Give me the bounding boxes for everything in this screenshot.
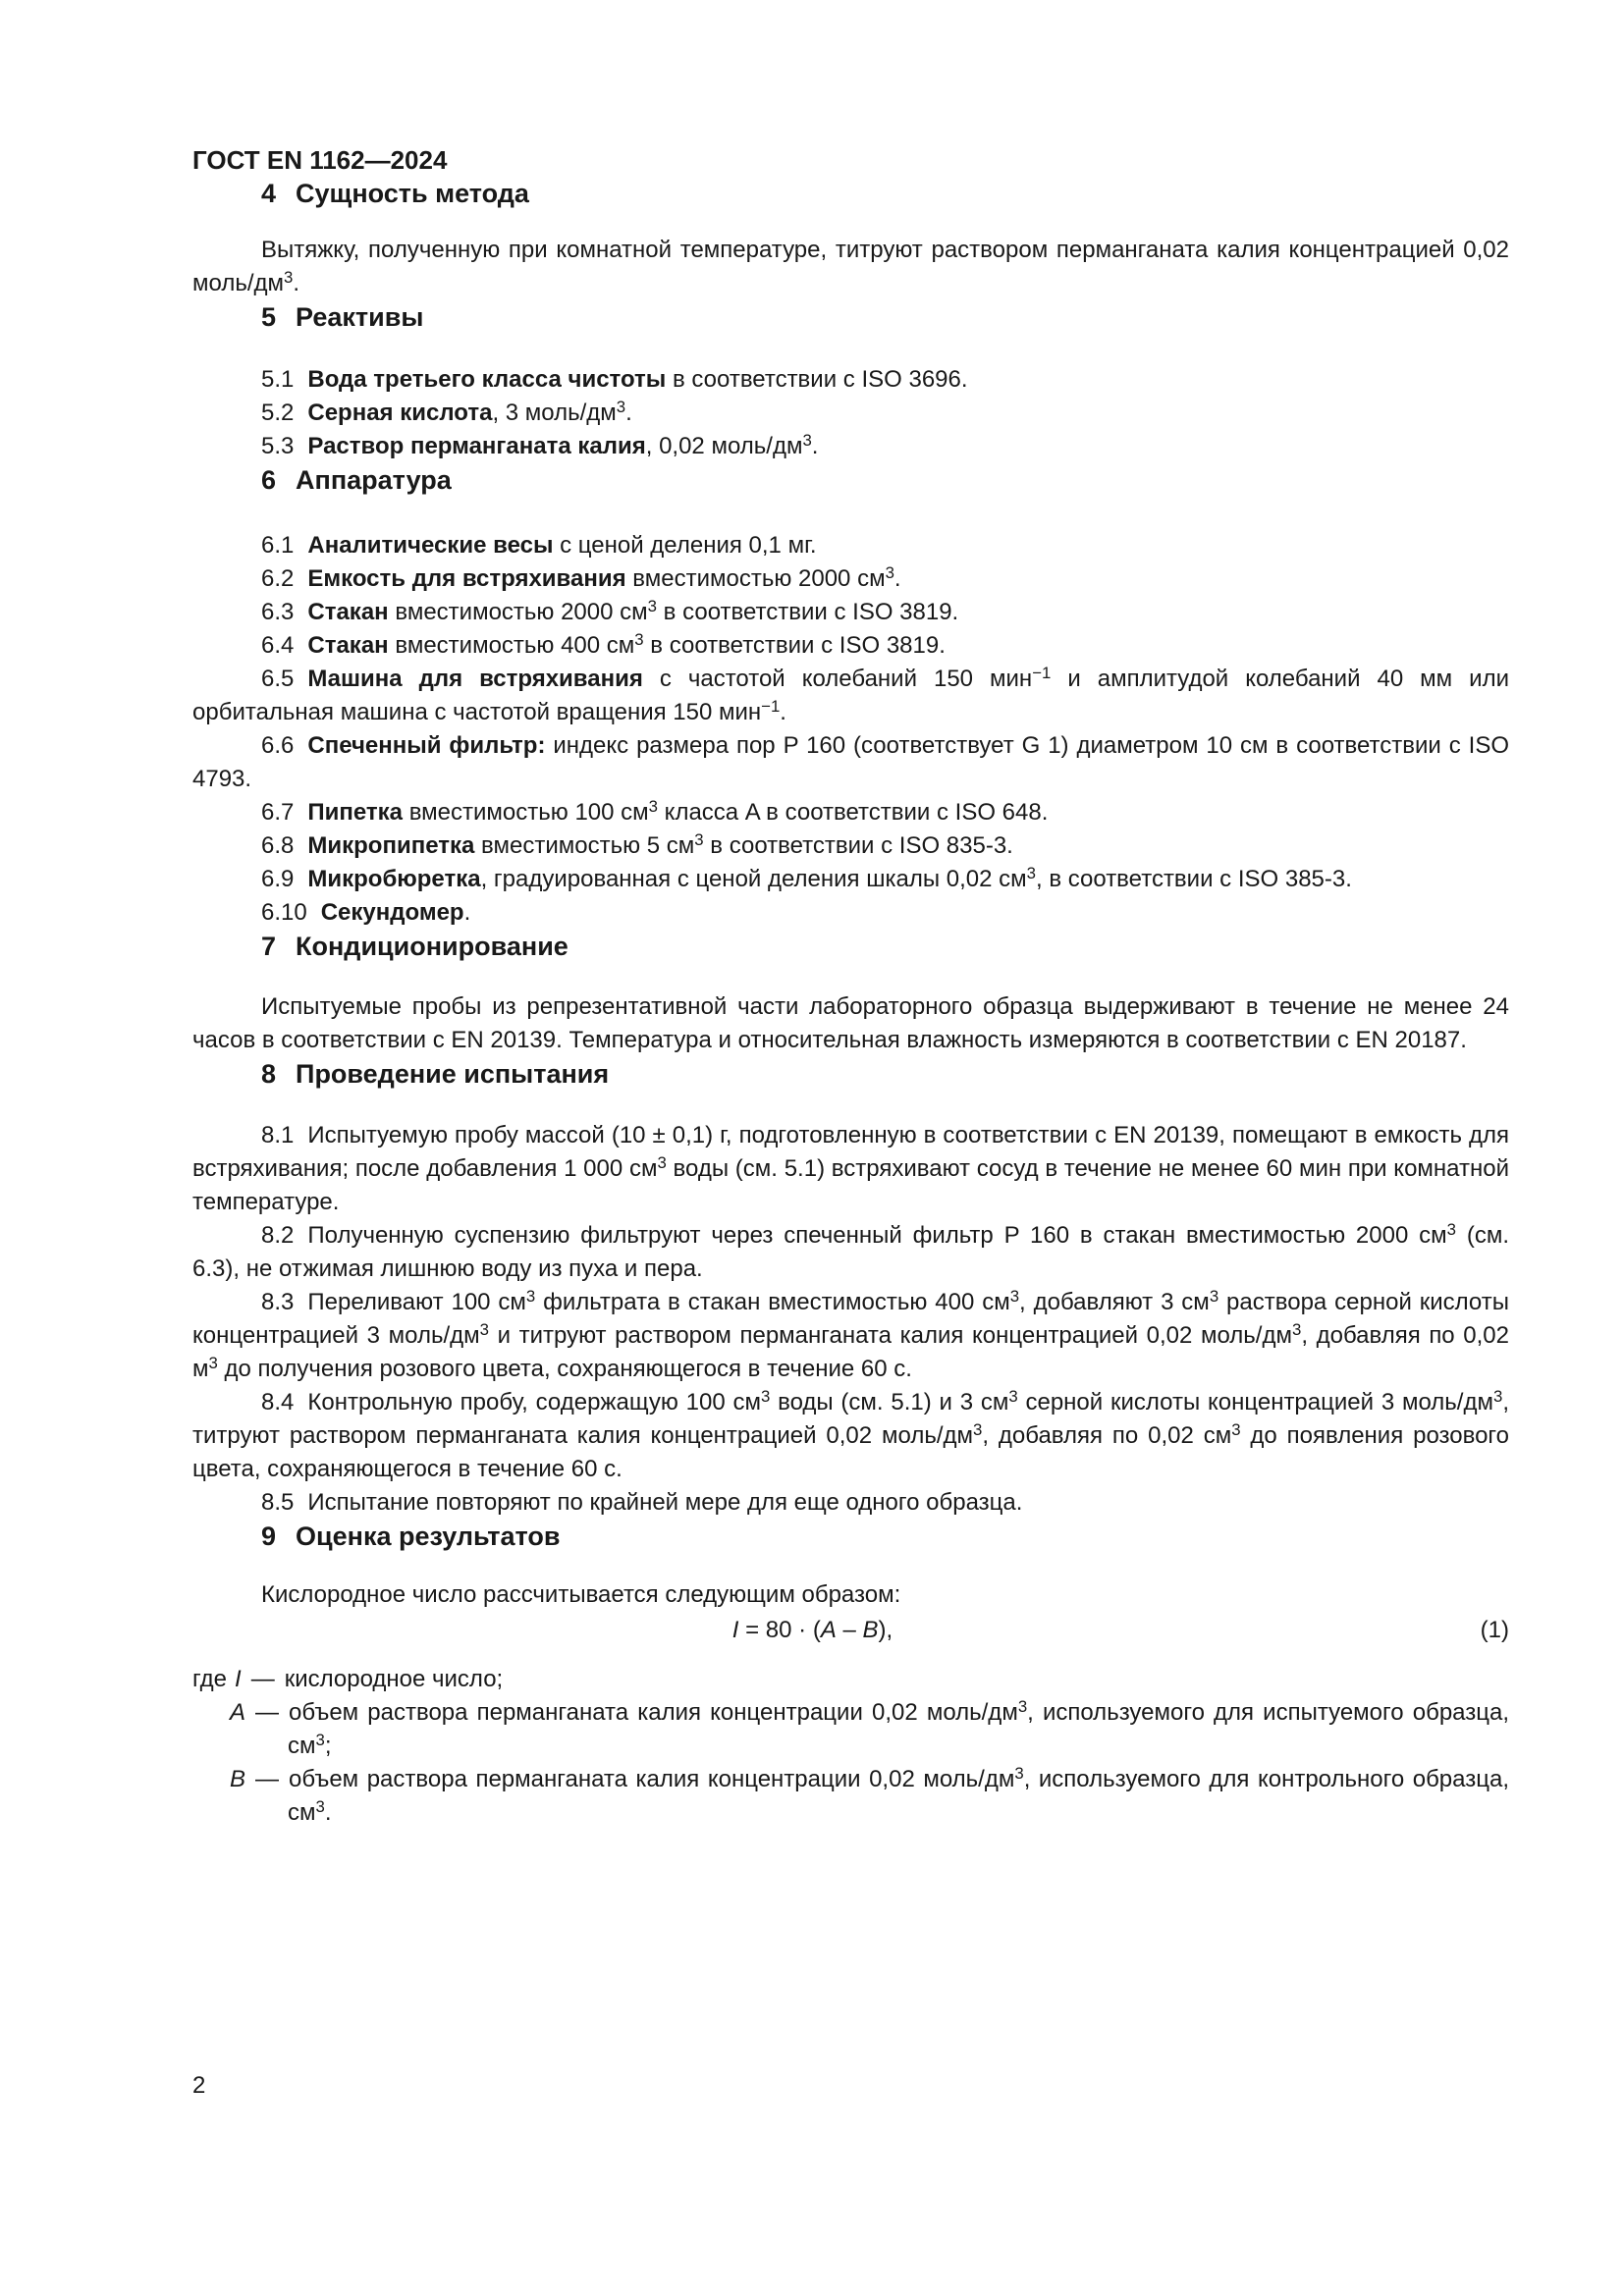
item-term: Стакан xyxy=(307,632,389,659)
section-number: 5 xyxy=(261,302,277,332)
item-text: вместимостью 2000 $см^3$ в соответствии с ISO 3819. xyxy=(388,596,959,625)
standard-designation: ГОСТ EN 1162—2024 xyxy=(192,145,448,175)
equation-number: (1) xyxy=(1480,1617,1509,1643)
item-term: Пипетка xyxy=(307,799,404,826)
formula-var-b: B xyxy=(862,1617,879,1643)
where-lead: где xyxy=(192,1666,228,1692)
list-item xyxy=(192,1486,1509,1520)
item-text: Испытание повторяют по крайней мере для еще одного образца. xyxy=(307,1489,1023,1516)
item-number: 5.3 xyxy=(261,433,295,459)
item-term: Емкость для встряхивания xyxy=(307,565,626,592)
list-item xyxy=(192,430,1509,463)
paragraph-4: Вытяжку, полученную при комнатной температуре, титруют раствором перманганата калия концентрацией 0,02 моль/$дм^3$. xyxy=(192,237,1509,296)
section-number: 6 xyxy=(261,465,277,495)
item-text: , градуированная с ценой деления шкалы 0,02 $см^3$, в соответствии с ISO 385-3. xyxy=(480,863,1352,892)
item-text: Полученную суспензию фильтруют через спеченный фильтр P 160 в стакан вместимостью 2000 $см^3$ (см. 6.3), не отжимая лишнюю воду из пуха и пера. xyxy=(192,1219,1509,1282)
item-term: Секундомер xyxy=(320,899,464,926)
list-item xyxy=(192,1386,1509,1486)
item-text: в соответствии с ISO 3696. xyxy=(666,366,968,393)
item-number: 6.10 xyxy=(261,899,307,926)
item-text: , 0,02 моль/$дм^3$. xyxy=(645,430,819,459)
formula-text: ), xyxy=(878,1617,893,1643)
item-number: 8.5 xyxy=(261,1489,295,1516)
list-item xyxy=(192,796,1509,829)
dash: — xyxy=(250,1666,275,1692)
formula xyxy=(732,1614,893,1647)
list-item xyxy=(192,397,1509,430)
where-text: кислородное число; xyxy=(284,1666,504,1692)
item-term: Аналитические весы xyxy=(307,532,554,559)
item-text: Контрольную пробу, содержащую 100 $см^3$ воды (см. 5.1) и 3 $см^3$ серной кислоты концентрацией 3 моль/$дм^3$, титруют раствором перманганата калия концентрацией 0,02 моль/$дм^3$, добавляя по 0,02 $см^3$ до появления розового цвета, сохраняющегося в течение 60 с. xyxy=(192,1386,1510,1482)
section-heading-6 xyxy=(192,463,1509,497)
list-item xyxy=(192,562,1509,596)
item-term: Микробюретка xyxy=(307,866,481,892)
item-text: с частотой колебаний 150 мин$^{-1}$ и амплитудой колебаний 40 мм или орбитальная машина с частотой вращения 150 мин$^{-1}$. xyxy=(192,663,1509,725)
list-item xyxy=(192,596,1509,629)
where-definition xyxy=(192,1663,1509,1696)
item-text: Переливают 100 $см^3$ фильтрата в стакан вместимостью 400 $см^3$, добавляют 3 $см^3$ раствора серной кислоты концентрацией 3 моль/$дм^3$ и титруют раствором перманганата калия концентрацией 0,02 моль/$дм^3$, добавляя по 0,02 $м^3$ до получения розового цвета, сохраняющегося в течение 60 с. xyxy=(192,1286,1509,1382)
item-number: 6.6 xyxy=(261,732,295,759)
list-item xyxy=(192,629,1509,663)
item-text: вместимостью 100 $см^3$ класса A в соответствии с ISO 648. xyxy=(403,796,1049,826)
item-number: 6.4 xyxy=(261,632,295,659)
section-number: 4 xyxy=(261,179,277,208)
paragraph-9-intro: Кислородное число рассчитывается следующим образом: xyxy=(261,1581,901,1608)
section-title: Реактивы xyxy=(296,302,424,332)
item-text: индекс размера пор P 160 (соответствует G 1) диаметром 10 см в соответствии с ISO 4793. xyxy=(192,732,1509,792)
list-item xyxy=(192,529,1509,562)
section-heading-4 xyxy=(192,177,1509,210)
item-text: вместимостью 5 $см^3$ в соответствии с ISO 835-3. xyxy=(474,829,1013,859)
item-term: Спеченный фильтр: xyxy=(307,732,546,759)
item-number: 6.7 xyxy=(261,799,295,826)
where-symbol: A xyxy=(230,1699,246,1726)
item-term: Микропипетка xyxy=(307,832,475,859)
section-title: Аппаратура xyxy=(296,465,452,495)
item-term: Стакан xyxy=(307,599,389,625)
item-number: 6.5 xyxy=(261,666,295,692)
item-number: 6.8 xyxy=(261,832,295,859)
item-number: 5.1 xyxy=(261,366,295,393)
section-title: Проведение испытания xyxy=(296,1059,610,1089)
section-number: 9 xyxy=(261,1522,277,1551)
item-term: Вода третьего класса чистоты xyxy=(307,366,667,393)
section-heading-8 xyxy=(192,1057,1509,1091)
page-number: 2 xyxy=(192,2072,206,2099)
item-term: Машина для встряхивания xyxy=(307,666,643,692)
item-text: вместимостью 2000 $см^3$. xyxy=(625,562,901,592)
running-header xyxy=(192,143,1509,177)
item-text: вместимостью 400 $см^3$ в соответствии с ISO 3819. xyxy=(388,629,946,659)
item-text: Испытуемую пробу массой (10 ± 0,1) г, подготовленную в соответствии с EN 20139, помещают в емкость для встряхивания; после добавления 1 000 $см^3$ воды (см. 5.1) встряхивают сосуд в течение не менее 60 мин при комнатной температуре. xyxy=(192,1122,1510,1215)
item-number: 6.3 xyxy=(261,599,295,625)
dash: — xyxy=(255,1699,280,1726)
item-term: Раствор перманганата калия xyxy=(307,433,646,459)
item-number: 6.1 xyxy=(261,532,295,559)
item-number: 8.2 xyxy=(261,1222,295,1249)
list-item xyxy=(192,729,1509,796)
section-heading-7 xyxy=(192,930,1509,963)
section-title: Кондиционирование xyxy=(296,932,568,961)
where-definition xyxy=(192,1763,1509,1830)
item-number: 8.1 xyxy=(261,1122,295,1148)
section-heading-5 xyxy=(192,300,1509,334)
paragraph-7: Испытуемые пробы из репрезентативной части лабораторного образца выдерживают в течение не менее 24 часов в соответствии с EN 20139. Температура и относительная влажность измеряются в соответствии с EN 20187. xyxy=(192,993,1509,1053)
formula-var-i: I xyxy=(731,1617,739,1643)
item-number: 6.2 xyxy=(261,565,295,592)
item-number: 8.3 xyxy=(261,1289,295,1315)
section-title: Оценка результатов xyxy=(296,1522,561,1551)
section-heading-9 xyxy=(192,1520,1509,1553)
item-text: , 3 моль/$дм^3$. xyxy=(492,397,632,426)
section-number: 8 xyxy=(261,1059,277,1089)
item-number: 6.9 xyxy=(261,866,295,892)
list-item xyxy=(192,1219,1509,1286)
formula-var-a: A xyxy=(820,1617,837,1643)
list-item xyxy=(192,1286,1509,1386)
where-symbol: B xyxy=(230,1766,246,1792)
where-definition xyxy=(192,1696,1509,1763)
item-text: . xyxy=(463,899,471,926)
where-text: объем раствора перманганата калия концентрации 0,02 моль/$дм^3$, используемого для контрольного образца, $см^3$. xyxy=(288,1763,1510,1826)
formula-row xyxy=(192,1614,1509,1647)
list-item xyxy=(192,363,1509,397)
where-text: объем раствора перманганата калия концентрации 0,02 моль/$дм^3$, используемого для испытуемого образца, $см^3$; xyxy=(288,1696,1510,1759)
list-item xyxy=(192,896,1509,930)
item-number: 5.2 xyxy=(261,400,295,426)
where-symbol: I xyxy=(235,1666,242,1692)
item-term: Серная кислота xyxy=(307,400,493,426)
formula-text: – xyxy=(836,1617,863,1643)
list-item xyxy=(192,829,1509,863)
formula-text: = 80 · ( xyxy=(738,1617,821,1643)
item-number: 8.4 xyxy=(261,1389,295,1415)
page-content xyxy=(192,0,1509,1830)
dash: — xyxy=(255,1766,280,1792)
list-item xyxy=(192,863,1509,896)
item-text: с ценой деления 0,1 мг. xyxy=(553,532,817,559)
section-number: 7 xyxy=(261,932,277,961)
list-item xyxy=(192,663,1509,729)
section-title: Сущность метода xyxy=(296,179,529,208)
list-item xyxy=(192,1119,1509,1219)
